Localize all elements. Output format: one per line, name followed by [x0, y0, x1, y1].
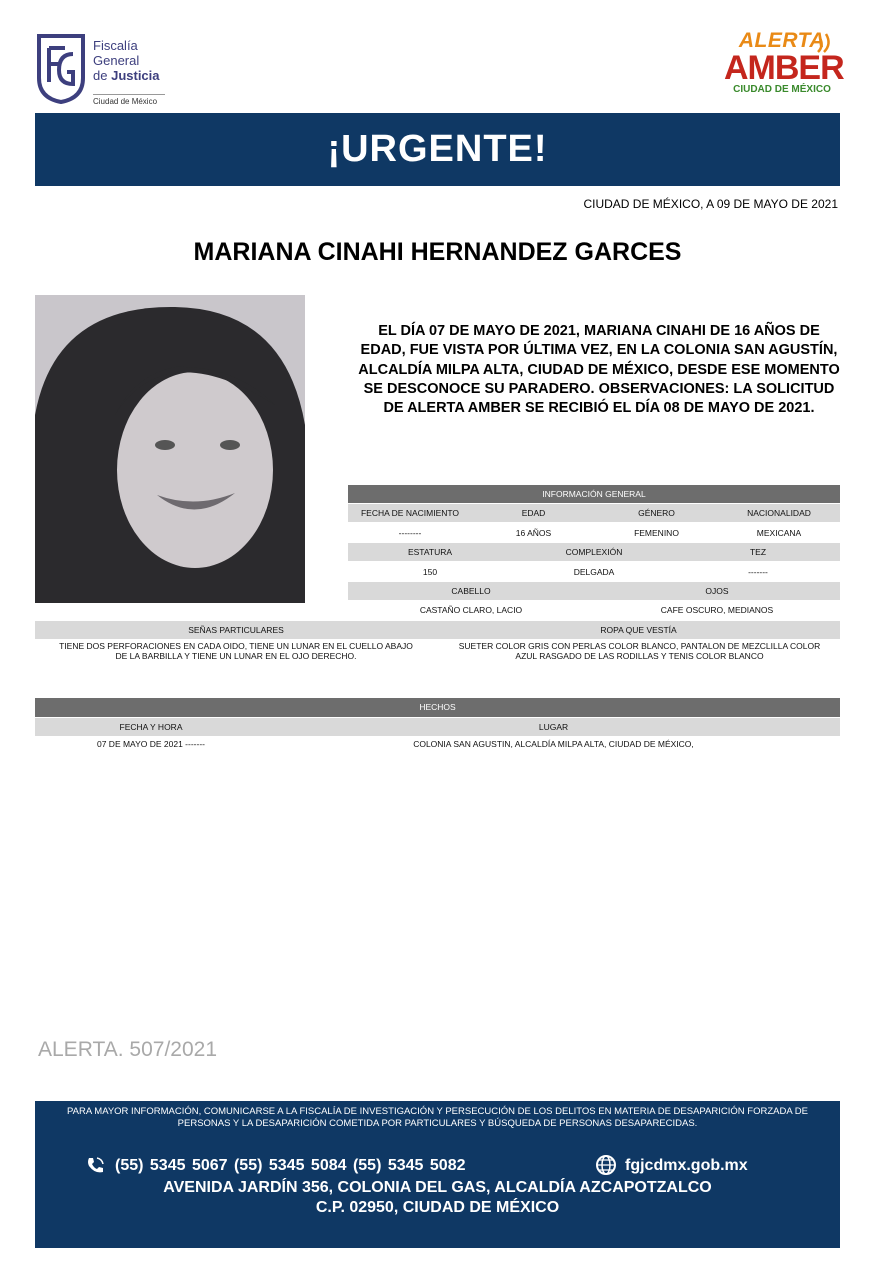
- val-cabello: CASTAÑO CLARO, LACIO: [419, 605, 523, 615]
- col-ropa: ROPA QUE VESTÍA: [600, 625, 677, 635]
- incident-description: EL DÍA 07 DE MAYO DE 2021, MARIANA CINAHI DE 16 AÑOS DE EDAD, FUE VISTA POR ÚLTIMA VEZ, EN LA COLONIA SAN AGUSTÍN, ALCALDÍA MILPA ALTA, CIUDAD DE MÉXICO, DESDE ESE MOMENTO SE DESCONOCE SU PARADERO. OBSERVACIONES: LA SOLICITUD DE ALERTA AMBER SE RECIBIÓ EL DÍA 08 DE MAYO DE 2021.: [358, 323, 840, 417]
- val-ropa: SUETER COLOR GRIS CON PERLAS COLOR BLANCO, PANTALON DE MEZCLILLA COLOR AZUL RASGADO DE LAS RODILLAS Y TENIS COLOR BLANCO: [458, 641, 821, 661]
- val-ojos: CAFE OSCURO, MEDIANOS: [660, 605, 774, 615]
- amber-line2: AMBER: [724, 49, 844, 87]
- val-edad: 16 AÑOS: [515, 528, 552, 538]
- general-info-title: INFORMACIÓN GENERAL: [348, 485, 840, 503]
- col-nacionalidad: NACIONALIDAD: [747, 508, 811, 518]
- photo-placeholder: [35, 295, 305, 603]
- val-estatura: 150: [422, 567, 438, 577]
- fgj-subtitle: Ciudad de México: [93, 94, 165, 106]
- val-lugar: COLONIA SAN AGUSTIN, ALCALDÍA MILPA ALTA, CIUDAD DE MÉXICO,: [413, 739, 694, 749]
- signal-waves-icon: [816, 32, 838, 54]
- val-senas-particulares: TIENE DOS PERFORACIONES EN CADA OIDO, TIENE UN LUNAR EN EL CUELLO ABAJO DE LA BARBILLA Y TIENE UN LUNAR EN EL OJO DERECHO.: [59, 641, 413, 661]
- fgj-logo-icon: [35, 32, 87, 104]
- footer-contact: [35, 1101, 840, 1248]
- footer-address-1: AVENIDA JARDÍN 356, COLONIA DEL GAS, ALCALDÍA AZCAPOTZALCO: [163, 1179, 712, 1196]
- amber-logo: [724, 29, 844, 110]
- facts-title: HECHOS: [35, 698, 840, 717]
- col-genero: GÉNERO: [638, 508, 675, 518]
- col-edad: EDAD: [521, 508, 546, 518]
- alert-number: ALERTA. 507/2021: [38, 1038, 218, 1061]
- col-fecha-hora: FECHA Y HORA: [119, 722, 183, 732]
- fgj-line3-pre: de: [93, 68, 108, 83]
- fgj-line1: Fiscalía: [93, 38, 138, 53]
- footer-address-2: C.P. 02950, CIUDAD DE MÉXICO: [315, 1199, 560, 1216]
- fgj-line3-bold: Justicia: [111, 68, 160, 83]
- amber-line1: ALERTA: [738, 29, 826, 52]
- footer-note: PARA MAYOR INFORMACIÓN, COMUNICARSE A LA FISCALÍA DE INVESTIGACIÓN Y PERSECUCIÓN DE LOS DELITOS EN MATERIA DE DESAPARICIÓN FORZADA DE PERSONAS Y LA DESAPARICIÓN COMETIDA POR PARTICULARES Y BÚSQUEDA DE PERSONAS DESAPARECIDAS.: [67, 1106, 808, 1129]
- fgj-name: [93, 38, 160, 83]
- col-cabello: CABELLO: [451, 586, 491, 596]
- document-date: CIUDAD DE MÉXICO, A 09 DE MAYO DE 2021: [583, 197, 838, 211]
- val-genero: FEMENINO: [634, 528, 679, 538]
- val-fecha-nacimiento: --------: [398, 528, 422, 538]
- col-lugar: LUGAR: [538, 722, 569, 732]
- urgent-banner: ¡URGENTE!: [35, 113, 840, 186]
- col-senas-particulares: SEÑAS PARTICULARES: [188, 625, 284, 635]
- person-name: MARIANA CINAHI HERNANDEZ GARCES: [193, 238, 682, 266]
- col-complexion: COMPLEXIÓN: [565, 547, 623, 557]
- col-tez: TEZ: [749, 547, 767, 557]
- footer-phones[interactable]: (55) 5345 5067 (55) 5345 5084 (55) 5345 5082: [115, 1157, 466, 1174]
- phone-icon: [85, 1156, 105, 1176]
- val-complexion: DELGADA: [573, 567, 615, 577]
- amber-line3: CIUDAD DE MÉXICO: [733, 84, 831, 95]
- val-fecha-hora: 07 DE MAYO DE 2021 -------: [96, 739, 205, 749]
- footer-website[interactable]: fgjcdmx.gob.mx: [625, 1157, 748, 1174]
- val-nacionalidad: MEXICANA: [756, 528, 802, 538]
- col-ojos: OJOS: [705, 586, 729, 596]
- fgj-line2: General: [93, 53, 140, 68]
- fgj-logo: [35, 32, 185, 110]
- col-estatura: ESTATURA: [407, 547, 453, 557]
- col-fecha-nacimiento: FECHA DE NACIMIENTO: [360, 508, 460, 518]
- val-tez: -------: [748, 567, 768, 577]
- globe-icon: [595, 1154, 617, 1176]
- person-photo: [35, 295, 305, 603]
